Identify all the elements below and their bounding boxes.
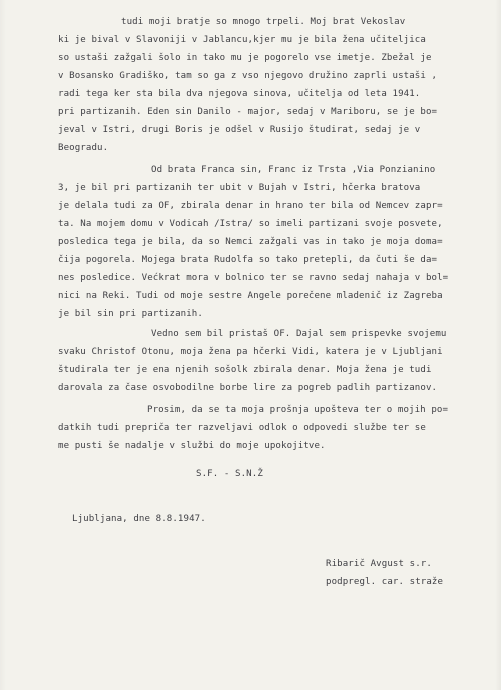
body-line: je delala tudi za OF, zbirala denar in hrano ter bila od Nemcev zapr=: [58, 201, 443, 211]
signature-initials: S.F. - S.N.Ž: [196, 469, 263, 479]
signature-name: Ribarič Avgust s.r.: [326, 559, 432, 569]
body-line: svaku Christof Otonu, moja žena pa hčerki Vidi, katera je v Ljubljani: [58, 347, 443, 357]
body-line: Od brata Franca sin, Franc iz Trsta ,Via Ponzianino: [151, 165, 436, 175]
signature-title: podpregl. car. straže: [326, 577, 444, 587]
body-line: radi tega ker sta bila dva njegova sinova, učitelja od leta 1941.: [58, 89, 421, 99]
body-line: 3, je bil pri partizanih ter ubit v Bujah v Istri, hčerka bratova: [58, 183, 421, 193]
body-line: Beogradu.: [58, 143, 109, 153]
body-line: je bil sin pri partizanih.: [58, 309, 203, 319]
body-line: jeval v Istri, drugi Boris je odšel v Rusijo študirat, sedaj je v: [58, 125, 421, 135]
body-line: ki je bival v Slavoniji v Jablancu,kjer mu je bila žena učiteljica: [58, 35, 426, 45]
body-line: v Bosansko Gradiško, tam so ga z vso njegovo družino zaprli ustaši ,: [58, 71, 438, 81]
body-line: me pusti še nadalje v službi do moje upokojitve.: [58, 441, 326, 451]
body-line: darovala za čase osvobodilne borbe lire za pogreb padlih partizanov.: [58, 383, 438, 393]
body-line: posledica tega je bila, da so Nemci zažgali vas in tako je moja doma=: [58, 237, 443, 247]
place-and-date: Ljubljana, dne 8.8.1947.: [72, 514, 206, 524]
body-line: tudi moji bratje so mnogo trpeli. Moj brat Vekoslav: [121, 17, 406, 27]
body-line: pri partizanih. Eden sin Danilo - major, sedaj v Mariboru, se je bo=: [58, 107, 438, 117]
body-line: so ustaši zažgali šolo in tako mu je pogorelo vse imetje. Zbežal je: [58, 53, 432, 63]
body-line: ta. Na mojem domu v Vodicah /Istra/ so imeli partizani svoje posvete,: [58, 219, 443, 229]
body-line: nici na Reki. Tudi od moje sestre Angele porečene mladenič iz Zagreba: [58, 291, 443, 301]
body-line: čija pogorela. Mojega brata Rudolfa so tako pretepli, da čuti še da=: [58, 255, 438, 265]
body-line: datkih tudi prepriča ter razveljavi odlok o odpovedi službe ter se: [58, 423, 426, 433]
body-line: nes posledice. Većkrat mora v bolnico ter se ravno sedaj nahaja v bol=: [58, 273, 449, 283]
body-line: Prosim, da se ta moja prošnja upošteva ter o mojih po=: [147, 405, 449, 415]
body-line: Vedno sem bil pristaš OF. Dajal sem prispevke svojemu: [151, 329, 447, 339]
body-line: študirala ter je ena njenih sošolk zbirala denar. Moja žena je tudi: [58, 365, 432, 375]
